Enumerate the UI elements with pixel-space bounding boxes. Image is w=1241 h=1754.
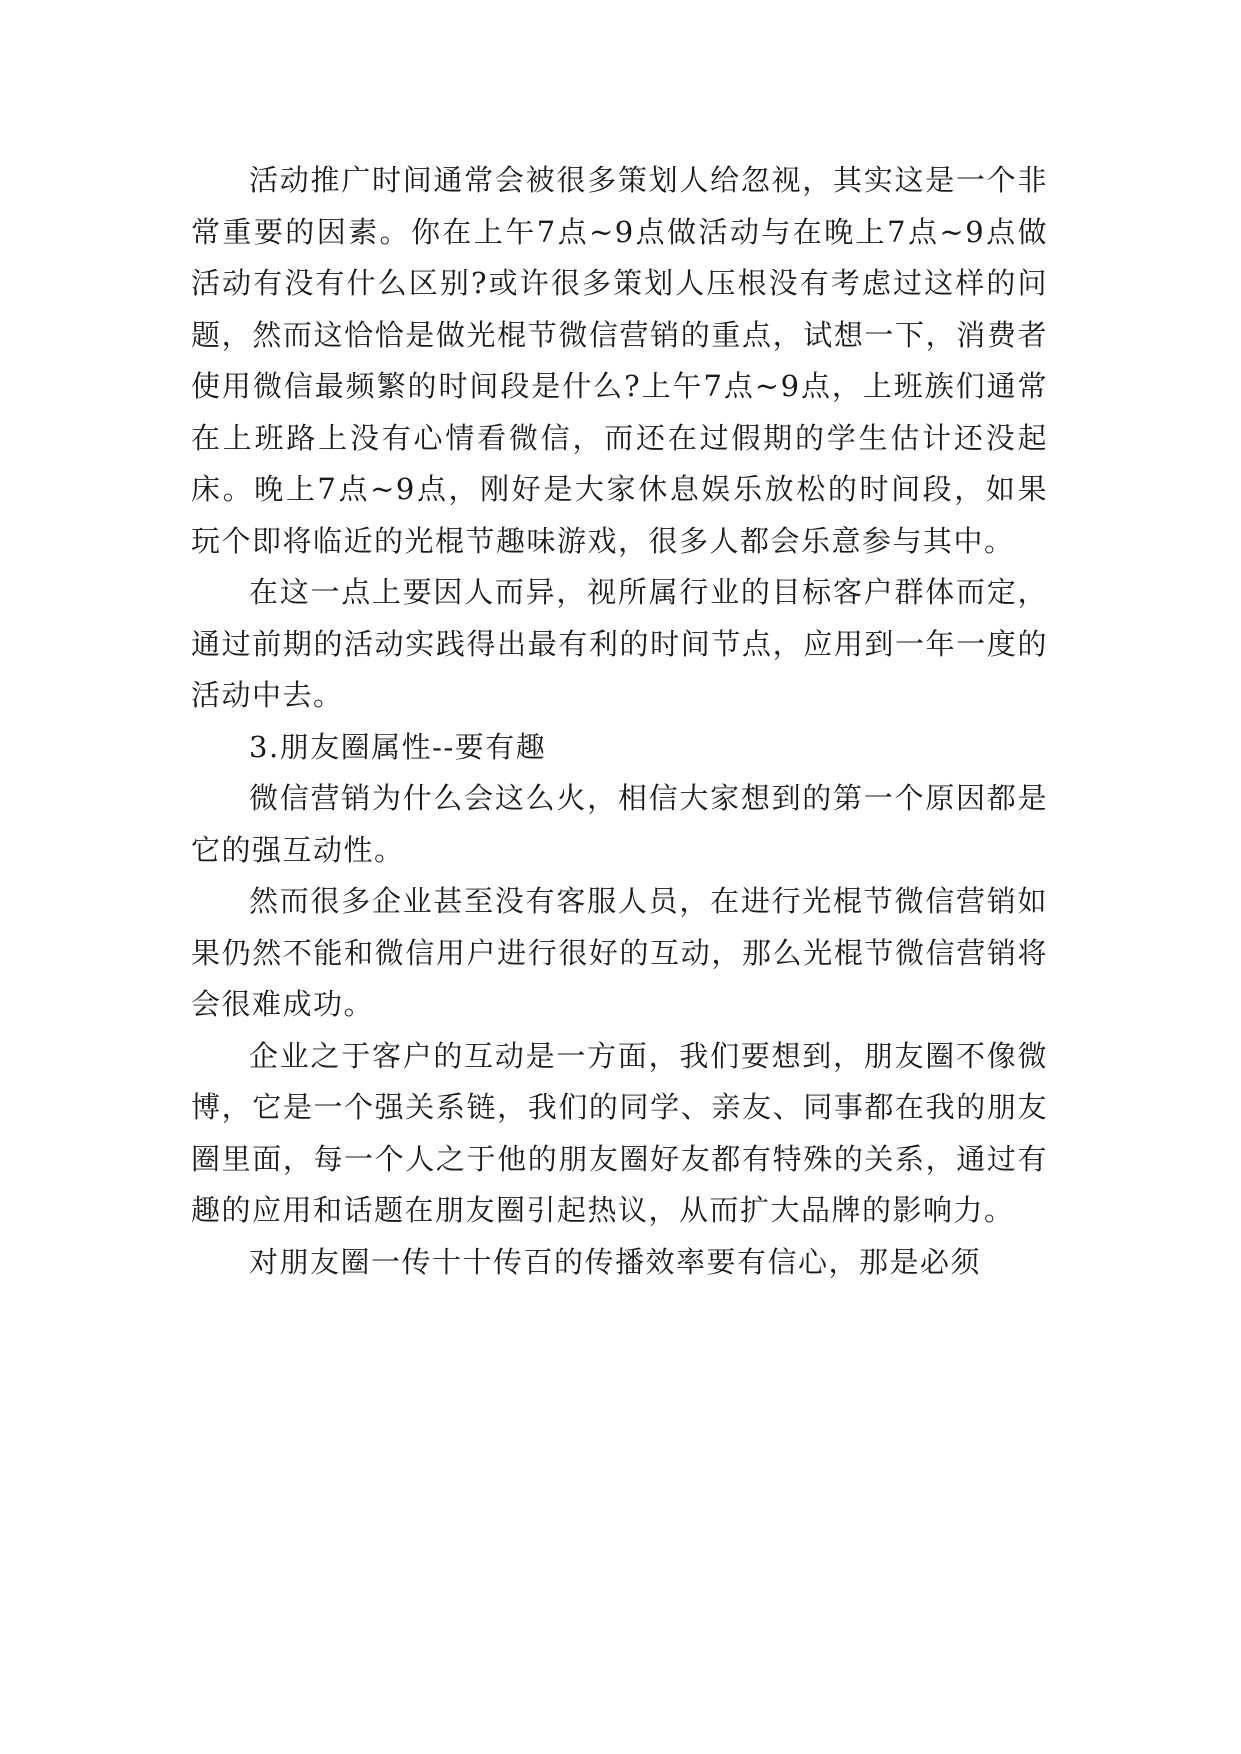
- section-heading: 3.朋友圈属性--要有趣: [249, 729, 547, 764]
- paragraph-activity-timing: 活动推广时间通常会被很多策划人给忽视，其实这是一个非常重要的因素。你在上午7点~9点做活动与在晚上7点~9点做活动有没有什么区别?或许很多策划人压根没有考虑过这样的问题，然而这恰恰是做光棍节微信营销的重点，试想一下，消费者使用微信最频繁的时间段是什么?上午7点~9点，上班族们通常在上班路上没有心情看微信，而还在过假期的学生估计还没起床。晚上7点~9点，刚好是大家休息娱乐放松的时间段，如果玩个即将临近的光棍节趣味游戏，很多人都会乐意参与其中。: [191, 163, 1048, 558]
- paragraph-moments-relations: 企业之于客户的互动是一方面，我们要想到，朋友圈不像微博，它是一个强关系链，我们的同学、亲友、同事都在我的朋友圈里面，每一个人之于他的朋友圈好友都有特殊的关系，通过有趣的应用和话题在朋友圈引起热议，从而扩大品牌的影响力。: [191, 1038, 1048, 1227]
- paragraph-spread-efficiency: 对朋友圈一传十十传百的传播效率要有信心，那是必须: [249, 1244, 982, 1279]
- paragraph-customer-service: 然而很多企业甚至没有客服人员，在进行光棍节微信营销如果仍然不能和微信用户进行很好的互动，那么光棍节微信营销将会很难成功。: [191, 884, 1048, 1021]
- document-body: [191, 155, 1048, 1288]
- paragraph-interactivity: 微信营销为什么会这么火，相信大家想到的第一个原因都是它的强互动性。: [191, 781, 1048, 867]
- paragraph-target-customers: 在这一点上要因人而异，视所属行业的目标客户群体而定，通过前期的活动实践得出最有利的时间节点，应用到一年一度的活动中去。: [191, 575, 1048, 712]
